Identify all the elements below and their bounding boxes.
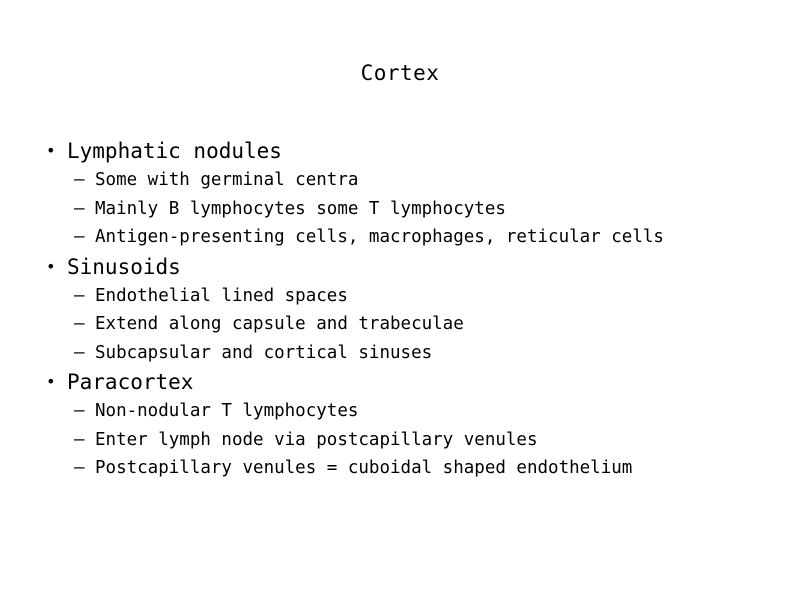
section-heading	[46, 367, 786, 397]
dash-icon: –	[74, 458, 85, 478]
section-heading	[46, 136, 786, 166]
list-item	[46, 195, 786, 224]
slide-title: Cortex	[360, 61, 440, 85]
section-heading	[46, 252, 786, 282]
bullet-icon: •	[46, 141, 56, 160]
section-sinusoids	[46, 252, 786, 368]
list-item	[46, 310, 786, 339]
dash-icon: –	[74, 314, 85, 334]
list-item-text: Some with germinal centra	[95, 170, 359, 190]
section-label: Paracortex	[67, 370, 194, 394]
dash-icon: –	[74, 170, 85, 190]
dash-icon: –	[74, 342, 85, 363]
list-item	[46, 166, 786, 195]
section-lymphatic-nodules	[46, 136, 786, 252]
sub-list	[46, 397, 786, 483]
dash-icon: –	[74, 401, 85, 421]
sub-list	[46, 282, 786, 368]
section-label: Sinusoids	[67, 254, 181, 279]
sub-list	[46, 166, 786, 252]
list-item	[46, 223, 786, 252]
list-item	[46, 426, 786, 455]
section-label: Lymphatic nodules	[67, 139, 282, 163]
dash-icon: –	[74, 285, 85, 306]
bullet-list	[46, 136, 786, 483]
section-paracortex	[46, 367, 786, 483]
list-item	[46, 397, 786, 426]
list-item-text: Antigen-presenting cells, macrophages, reticular cells	[95, 227, 664, 247]
list-item-text: Extend along capsule and trabeculae	[95, 314, 464, 334]
list-item	[46, 339, 786, 368]
bullet-icon: •	[46, 372, 56, 391]
list-item	[46, 454, 786, 483]
list-item-text: Subcapsular and cortical sinuses	[95, 342, 433, 363]
list-item	[46, 282, 786, 311]
dash-icon: –	[74, 198, 85, 219]
list-item-text: Endothelial lined spaces	[95, 285, 348, 306]
list-item-text: Mainly B lymphocytes some T lymphocytes	[95, 198, 506, 219]
dash-icon: –	[74, 429, 85, 450]
bullet-icon: •	[46, 256, 56, 276]
list-item-text: Postcapillary venules = cuboidal shaped endothelium	[95, 458, 633, 478]
dash-icon: –	[74, 227, 85, 247]
list-item-text: Non-nodular T lymphocytes	[95, 401, 359, 421]
list-item-text: Enter lymph node via postcapillary venules	[95, 429, 538, 450]
